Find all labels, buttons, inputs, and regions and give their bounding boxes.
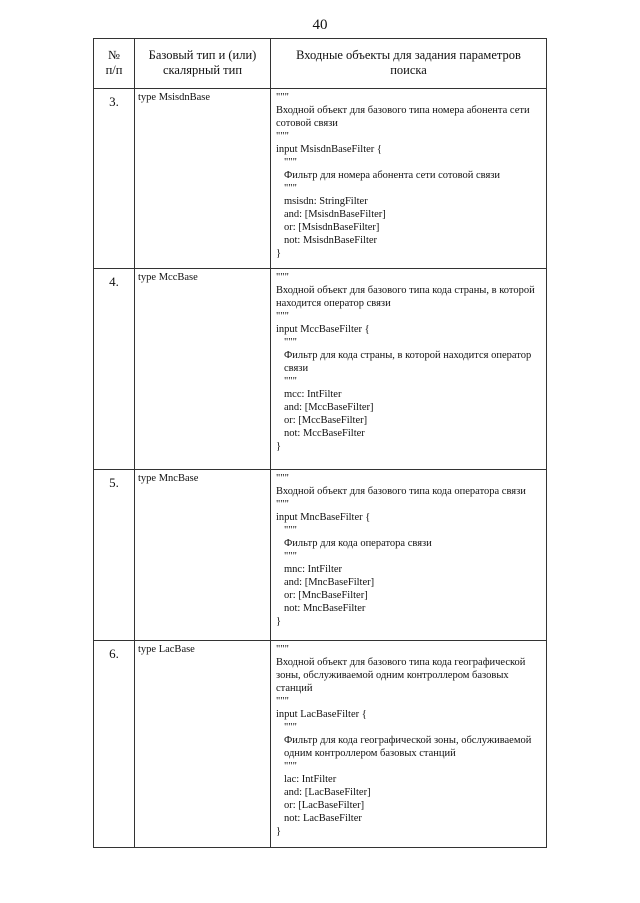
code-line: or: [MccBaseFilter] bbox=[284, 415, 368, 426]
code-line: mnc: IntFilter bbox=[284, 564, 343, 575]
header-number bbox=[94, 39, 135, 89]
code-line: """ bbox=[284, 722, 297, 733]
code-line: """ bbox=[276, 311, 289, 322]
code-line: input MsisdnBaseFilter { bbox=[276, 144, 382, 155]
code-line: or: [MncBaseFilter] bbox=[284, 590, 368, 601]
row-code bbox=[271, 89, 547, 269]
row-number: 3. bbox=[94, 89, 135, 269]
code-line: Фильтр для кода страны, в которой находится оператор связи bbox=[284, 350, 534, 374]
code-line: or: [LacBaseFilter] bbox=[284, 800, 365, 811]
code-line: Фильтр для кода оператора связи bbox=[284, 538, 432, 549]
code-line: not: MncBaseFilter bbox=[284, 603, 366, 614]
types-table bbox=[93, 38, 547, 848]
table-row bbox=[94, 470, 547, 641]
row-type: type MccBase bbox=[135, 269, 271, 470]
code-line: """ bbox=[284, 551, 297, 562]
row-type: type MsisdnBase bbox=[135, 89, 271, 269]
code-line: Входной объект для базового типа кода географической зоны, обслуживаемой одним контроллером базовых станций bbox=[276, 657, 529, 694]
code-line: input MncBaseFilter { bbox=[276, 512, 371, 523]
code-line: """ bbox=[276, 499, 289, 510]
table-row bbox=[94, 89, 547, 269]
code-line: and: [MncBaseFilter] bbox=[284, 577, 375, 588]
code-line: msisdn: StringFilter bbox=[284, 196, 368, 207]
code-line: and: [MsisdnBaseFilter] bbox=[284, 209, 386, 220]
code-line: """ bbox=[276, 644, 289, 655]
code-line: } bbox=[276, 616, 282, 627]
code-line: """ bbox=[276, 473, 289, 484]
header-base-type bbox=[135, 39, 271, 89]
header-input-objects-line2: поиска bbox=[390, 63, 427, 77]
code-line: or: [MsisdnBaseFilter] bbox=[284, 222, 380, 233]
code-line: Фильтр для кода географической зоны, обслуживаемой одним контроллером базовых станций bbox=[284, 735, 534, 759]
code-line: and: [MccBaseFilter] bbox=[284, 402, 374, 413]
code-line: } bbox=[276, 826, 282, 837]
code-line: Входной объект для базового типа кода страны, в которой находится оператор связи bbox=[276, 285, 538, 309]
code-line: """ bbox=[284, 376, 297, 387]
row-number: 4. bbox=[94, 269, 135, 470]
row-number: 6. bbox=[94, 641, 135, 848]
code-line: Фильтр для номера абонента сети сотовой связи bbox=[284, 170, 501, 181]
row-type: type MncBase bbox=[135, 470, 271, 641]
header-number-line2: п/п bbox=[105, 63, 123, 77]
row-code bbox=[271, 641, 547, 848]
code-line: """ bbox=[284, 337, 297, 348]
table-row bbox=[94, 641, 547, 848]
code-line: """ bbox=[284, 183, 297, 194]
code-line: input LacBaseFilter { bbox=[276, 709, 367, 720]
code-line: input MccBaseFilter { bbox=[276, 324, 370, 335]
code-line: """ bbox=[276, 272, 289, 283]
header-base-type-line2: скалярный тип bbox=[162, 63, 243, 77]
code-line: } bbox=[276, 248, 282, 259]
code-line: mcc: IntFilter bbox=[284, 389, 342, 400]
page-number: 40 bbox=[312, 17, 328, 33]
code-line: """ bbox=[276, 131, 289, 142]
code-line: not: MsisdnBaseFilter bbox=[284, 235, 378, 246]
header-base-type-line1: Базовый тип и (или) bbox=[148, 48, 257, 62]
table-header-row bbox=[94, 39, 547, 89]
code-line: } bbox=[276, 441, 282, 452]
header-input-objects bbox=[271, 39, 547, 89]
code-line: """ bbox=[276, 92, 289, 103]
code-line: not: MccBaseFilter bbox=[284, 428, 365, 439]
code-line: """ bbox=[284, 761, 297, 772]
code-line: """ bbox=[276, 696, 289, 707]
code-line: lac: IntFilter bbox=[284, 774, 337, 785]
row-code bbox=[271, 470, 547, 641]
row-number: 5. bbox=[94, 470, 135, 641]
code-line: """ bbox=[284, 525, 297, 536]
code-line: and: [LacBaseFilter] bbox=[284, 787, 371, 798]
code-line: """ bbox=[284, 157, 297, 168]
code-line: not: LacBaseFilter bbox=[284, 813, 362, 824]
table-row bbox=[94, 269, 547, 470]
row-type: type LacBase bbox=[135, 641, 271, 848]
code-line: Входной объект для базового типа кода оператора связи bbox=[276, 486, 526, 497]
header-input-objects-line1: Входные объекты для задания параметров bbox=[296, 48, 521, 62]
row-code bbox=[271, 269, 547, 470]
header-number-line1: № bbox=[108, 48, 120, 62]
code-line: Входной объект для базового типа номера абонента сети сотовой связи bbox=[276, 105, 533, 129]
